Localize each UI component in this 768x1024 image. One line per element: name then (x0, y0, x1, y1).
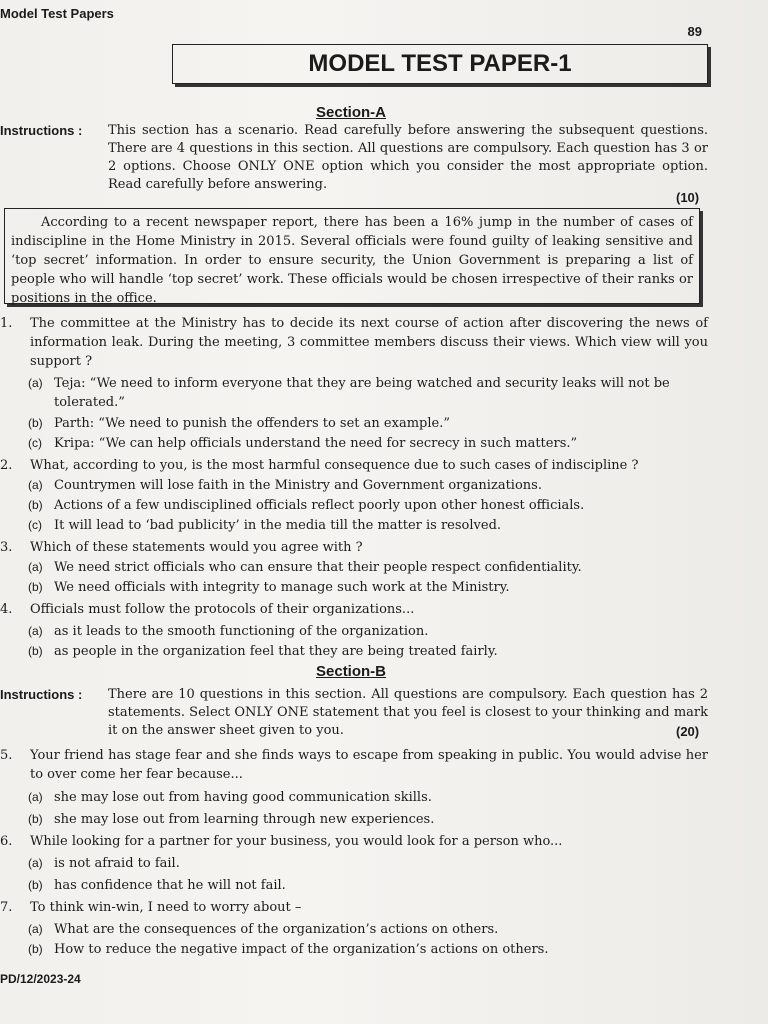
option-label: (a) (28, 790, 43, 804)
option-text: Kripa: “We can help officials understand the need for secrecy in such matters.” (54, 436, 578, 451)
page-title (172, 44, 708, 84)
option-label: (b) (28, 498, 43, 512)
question-number: 5. (0, 748, 13, 763)
option-label: (b) (28, 812, 43, 826)
question-text: Your friend has stage fear and she finds ways to escape from speaking in public. You would advise her to over come her fear because... (30, 748, 708, 782)
question-number: 3. (0, 540, 13, 555)
option-text: Parth: “We need to punish the offenders to set an example.” (54, 416, 450, 431)
question-number: 2. (0, 458, 13, 473)
option-text: It will lead to ‘bad publicity’ in the media till the matter is resolved. (54, 518, 502, 533)
page-title-text: MODEL TEST PAPER-1 (308, 50, 572, 77)
option-label: (b) (28, 644, 43, 658)
question-text: The committee at the Ministry has to decide its next course of action after discovering the news of information leak. During the meeting, 3 committee members discuss their views. Which view will you support ? (30, 316, 708, 369)
option-text: has confidence that he will not fail. (54, 878, 286, 893)
section-b-heading: Section-B (316, 663, 387, 680)
question-text: While looking for a partner for your business, you would look for a person who... (30, 834, 563, 849)
footer-code: PD/12/2023-24 (0, 972, 81, 986)
option-label: (a) (28, 624, 43, 638)
question-number: 6. (0, 834, 13, 849)
question-text: Which of these statements would you agree with ? (30, 540, 363, 555)
option-text: What are the consequences of the organization’s actions on others. (54, 922, 499, 937)
option-text: We need officials with integrity to manage such work at the Ministry. (54, 580, 510, 595)
instructions-text: There are 10 questions in this section. All questions are compulsory. Each question has 2 statements. Select ONLY ONE statement that you feel is closest to your thinking and mark it on the answer sheet given to you. (108, 687, 708, 738)
option-label: (a) (28, 376, 43, 390)
question-number: 1. (0, 316, 13, 331)
scenario-box: According to a recent newspaper report, there has been a 16% jump in the number of cases of indiscipline in the Home Ministry in 2015. Several officials were found guilty of leaking sensitive and ‘top secret’ information. In order to ensure security, the Union Government is preparing a list of people who will handle ‘top secret’ work. These officials would be chosen irrespective of their ranks or positions in the office. (4, 208, 700, 304)
section-b-instructions (0, 686, 708, 746)
section-a-instructions (0, 122, 708, 206)
option-label: (b) (28, 580, 43, 594)
option-text: Countrymen will lose faith in the Ministry and Government organizations. (54, 478, 542, 493)
option-text: Actions of a few undisciplined officials reflect poorly upon other honest officials. (54, 498, 585, 513)
instructions-label: Instructions : (0, 687, 83, 702)
question-text: Officials must follow the protocols of their organizations... (30, 602, 415, 617)
question-text: What, according to you, is the most harmful consequence due to such cases of indiscipline ? (30, 458, 639, 473)
option-label: (c) (28, 436, 42, 450)
option-text: as people in the organization feel that they are being treated fairly. (54, 644, 498, 659)
option-text: she may lose out from learning through new experiences. (54, 812, 435, 827)
question-text: To think win-win, I need to worry about – (30, 900, 302, 915)
option-text: We need strict officials who can ensure that their people respect confidentiality. (54, 560, 582, 575)
question-number: 7. (0, 900, 13, 915)
running-title: Model Test Papers (0, 6, 114, 21)
instructions-label: Instructions : (0, 123, 83, 138)
option-label: (a) (28, 856, 43, 870)
option-text: is not afraid to fail. (54, 856, 180, 871)
section-b-marks: (20) (676, 724, 700, 739)
page-number: 89 (687, 24, 702, 39)
section-a-heading: Section-A (316, 104, 387, 121)
instructions-text: This section has a scenario. Read carefully before answering the subsequent questions. There are 4 questions in this section. All questions are compulsory. Each question has 3 or 2 options. Choose ONLY ONE option which you consider the most appropriate option. Read carefully before answering. (108, 123, 708, 192)
option-label: (b) (28, 942, 43, 956)
option-text: she may lose out from having good communication skills. (54, 790, 432, 805)
option-text: How to reduce the negative impact of the organization’s actions on others. (54, 942, 549, 957)
question-number: 4. (0, 602, 13, 617)
option-text: Teja: “We need to inform everyone that they are being watched and security leaks will not be tolerated.” (54, 376, 670, 410)
option-label: (b) (28, 416, 43, 430)
section-a-marks: (10) (676, 190, 700, 205)
option-label: (a) (28, 478, 43, 492)
option-label: (a) (28, 560, 43, 574)
option-label: (b) (28, 878, 43, 892)
option-label: (c) (28, 518, 42, 532)
option-label: (a) (28, 922, 43, 936)
option-text: as it leads to the smooth functioning of the organization. (54, 624, 429, 639)
